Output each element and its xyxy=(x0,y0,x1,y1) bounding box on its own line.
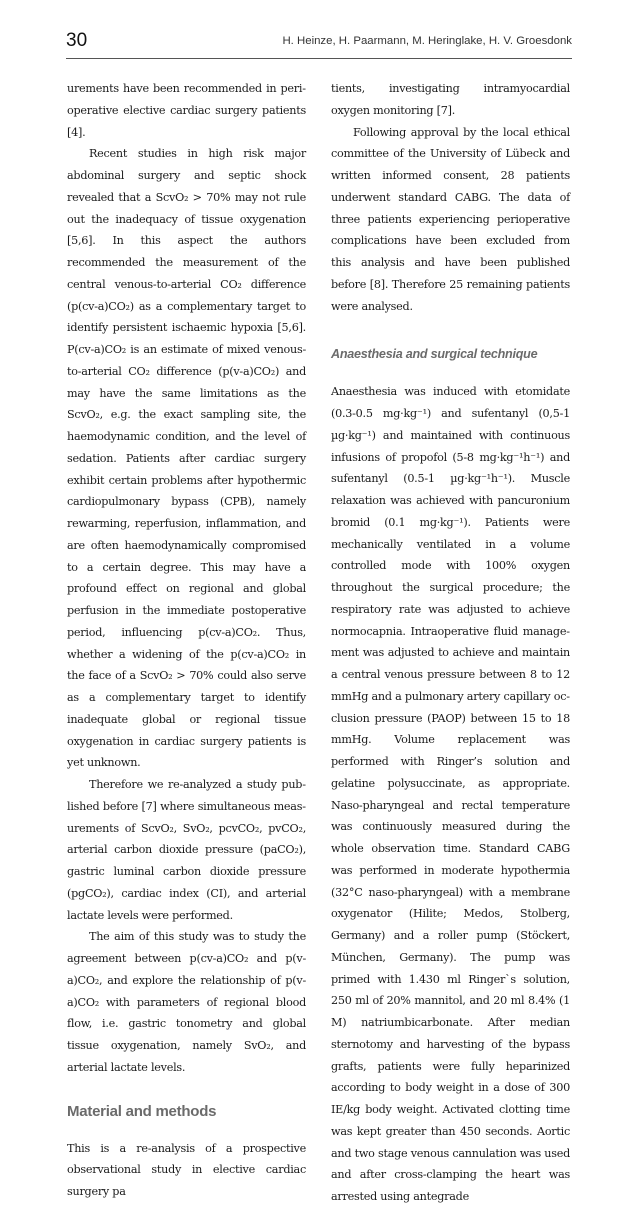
paragraph: urements have been recommended in perioperative elective cardiac surgery patients [4]. xyxy=(67,82,306,139)
paragraph: Therefore we re-analyzed a study published before [7] where simultaneous measurements of ScvO₂, SvO₂, pcvCO₂, pvCO₂, arterial carbon dioxide pressure (paCO₂), gastric luminal carbon dioxide pressure (pgCO₂), cardiac index (CI), and arterial lactate levels were performed. xyxy=(67,778,306,922)
running-header xyxy=(66,30,572,59)
author-line: H. Heinze, H. Paarmann, M. Heringlake, H. V. Groesdonk xyxy=(282,35,572,47)
section-heading-methods: Material and methods xyxy=(67,1102,217,1120)
paragraph: Anaesthesia was induced with etomidate (0.3-0.5 mg·kg⁻¹) and sufentanyl (0,5-1 µg·kg⁻¹) and maintained with continuous infusions of propofol (5-8 mg·kg⁻¹h⁻¹) and sufentanyl (0.5-1 µg·kg⁻¹h⁻¹). Muscle relaxation was achieved with pancuronium bromid (0.1 mg·kg⁻¹). Patients were mechanically ventilated in a volume controlled mode with 100% oxygen throughout the surgical procedure; the respiratory rate was adjusted to achieve normocapnia. Intraoperative fluid management was adjusted to achieve and maintain a central venous pressure between 8 to 12 mmHg and a pulmonary artery capillary occlusion pressure (PAOP) between 15 to 18 mmHg. Volume replacement was performed with Ringer’s solution and gelatine polysuccinate, as appropriate. Naso-pharyngeal and rectal temperature was continuously measured during the whole observation time. Standard CABG was performed in moderate hypothermia (32°C naso-pharyngeal) with a membrane oxygenator (Hilite; Medos, Stolberg, Germany) and a roller pump (Stöckert, München, Germany). The pump was primed with 1.430 ml Ringer`s solution, 250 ml of 20% mannitol, and 20 ml 8.4% (1 M) natriumbicarbonate. After median sternotomy and harvesting of the bypass grafts, patients were fully heparinized according to body weight in a dose of 300 IE/kg body weight. Activated clotting time was kept greater than 450 seconds. Aortic and two stage venous cannulation was used and after cross-clamping the heart was arrested using antegrade xyxy=(331,385,570,1203)
paragraph: Following approval by the local ethical committee of the University of Lübeck and written informed consent, 28 patients underwent standard CABG. The data of three patients experiencing perioperative complications have been excluded from this analysis and have been published before [8]. Therefore 25 remaining patients were analysed. xyxy=(331,125,570,313)
paragraph: Recent studies in high risk major abdominal surgery and septic shock revealed that a ScvO₂ > 70% may not rule out the inadequacy of tissue oxygenation [5,6]. In this aspect the authors recommended the measurement of the central venous-to-arterial CO₂ difference (p(cv-a)CO₂) as a complementary target to identify persistent ischaemic hypoxia [5,6]. P(cv-a)CO₂ is an estimate of mixed venous-to-arterial CO₂ difference (p(v-a)CO₂) and may have the same limitations as the ScvO₂, e.g. the exact sampling site, the haemodynamic condition, and the level of sedation. Patients after cardiac surgery exhibit certain problems after hypothermic cardiopulmonary bypass (CPB), namely rewarming, reperfusion, inflammation, and are often haemodynamically compromised to a certain degree. This may have a profound effect on regional and global perfusion in the immediate postoperative period, influencing p(cv-a)CO₂. Thus, whether a widening of the p(cv-a)CO₂ in the face of a ScvO₂ > 70% could also serve as a complementary target to identify inadequate global or regional tissue oxygenation in cardiac surgery patients is yet unknown. xyxy=(67,147,306,770)
paragraph: This is a re-analysis of a prospective observational study in elective cardiac surgery pa xyxy=(67,1141,306,1198)
left-column xyxy=(67,78,306,1203)
subheading-anaesthesia: Anaesthesia and surgical technique xyxy=(331,347,538,362)
page-number: 30 xyxy=(66,30,88,51)
paragraph: tients, investigating intramyocardial oxygen monitoring [7]. xyxy=(331,82,570,117)
right-column xyxy=(331,78,570,1208)
paragraph: The aim of this study was to study the agreement between p(cv-a)CO₂ and p(v-a)CO₂, and explore the relationship of p(v-a)CO₂ with parameters of regional blood flow, i.e. gastric tonometry and global tissue oxygenation, namely SvO₂, and arterial lactate levels. xyxy=(67,930,306,1074)
